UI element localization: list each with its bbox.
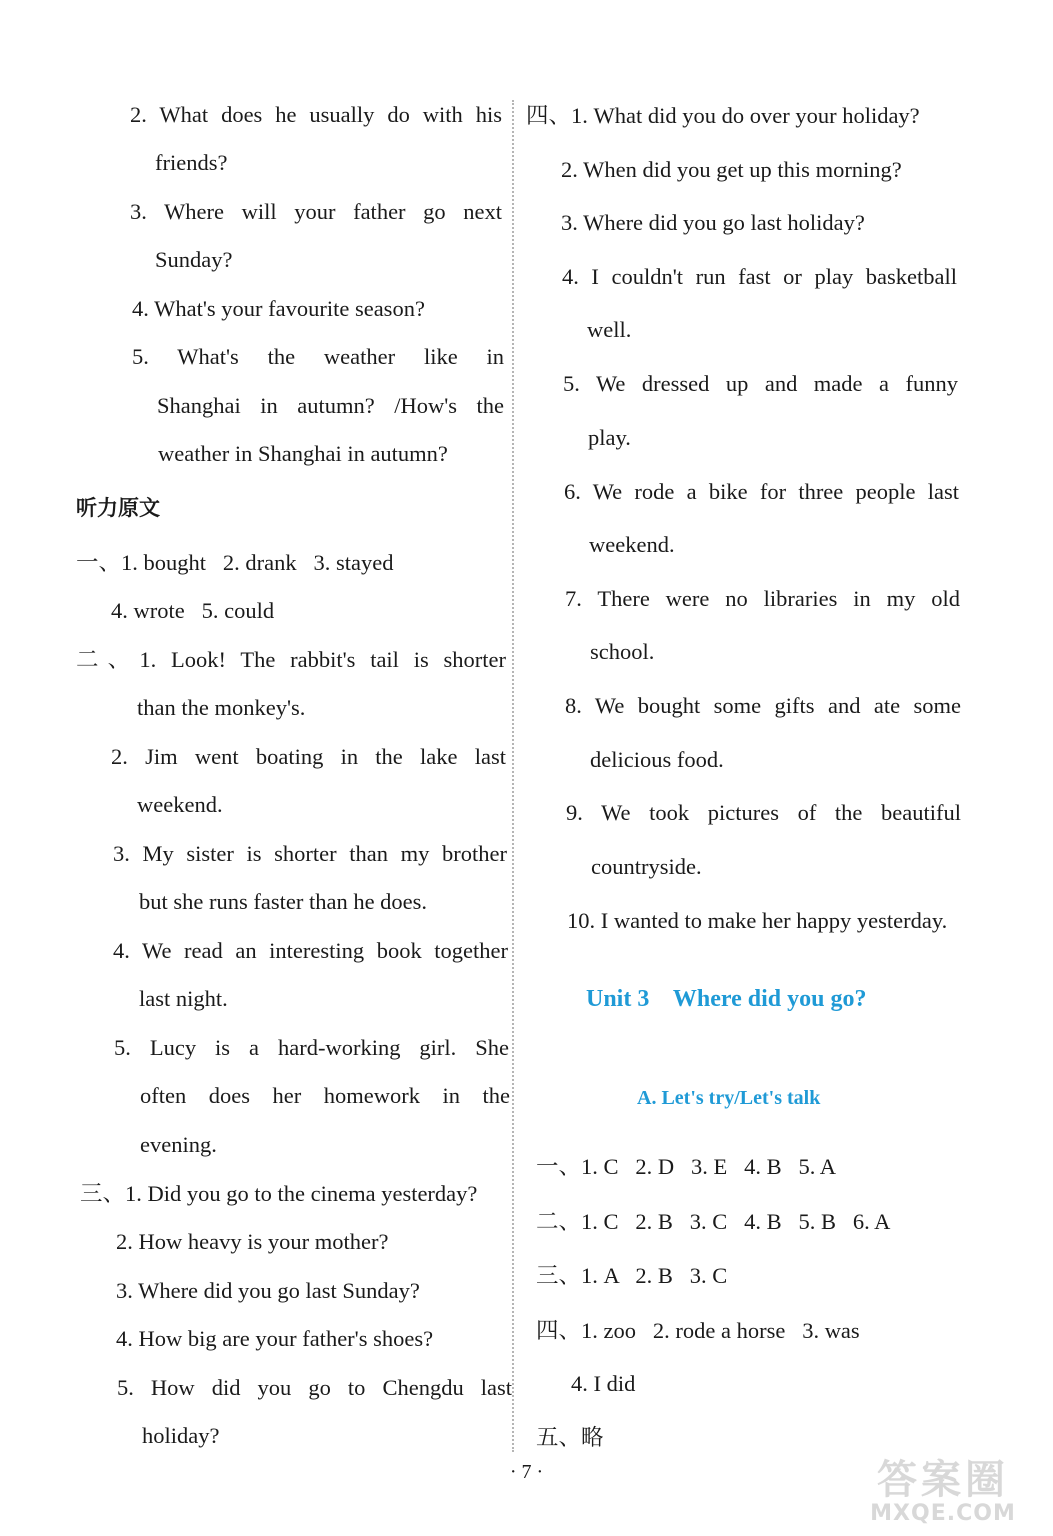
- left-q3-line2: Sunday?: [155, 247, 233, 272]
- watermark-logo: [853, 1458, 1033, 1530]
- watermark-top: 答案圈: [877, 1457, 1009, 1503]
- section-title: A. Let's try/Let's talk: [637, 1087, 821, 1109]
- watermark-bottom: MXQE.COM: [870, 1501, 1016, 1526]
- answer-4-line1: 四、1. zoo 2. rode a horse 3. was: [536, 1318, 860, 1343]
- s4-4-line2: well.: [587, 317, 632, 342]
- s3-5-line2: holiday?: [142, 1423, 220, 1448]
- s4-8-line2: delicious food.: [590, 747, 724, 772]
- s4-1: 四、1. What did you do over your holiday?: [526, 103, 920, 128]
- s3-4: 4. How big are your father's shoes?: [116, 1326, 434, 1351]
- answer-3: 三、1. A 2. B 3. C: [536, 1263, 728, 1288]
- left-q3-line1: 3. Where will your father go next: [130, 199, 502, 224]
- answer-5: 五、略: [536, 1425, 604, 1450]
- s2-3-line1: 3. My sister is shorter than my brother: [113, 841, 507, 866]
- page-number: · 7 ·: [509, 1461, 544, 1483]
- answer-4-line2: 4. I did: [571, 1371, 636, 1396]
- s4-9-line1: 9. We took pictures of the beautiful: [566, 800, 961, 825]
- s4-5-line2: play.: [588, 425, 631, 450]
- s3-3: 3. Where did you go last Sunday?: [116, 1278, 420, 1303]
- s4-6-line2: weekend.: [589, 532, 675, 557]
- s4-7-line2: school.: [590, 639, 655, 664]
- left-q5-line2: Shanghai in autumn? /How's the: [157, 393, 504, 418]
- s2-5-line1: 5. Lucy is a hard-working girl. She: [114, 1035, 509, 1060]
- answer-1: 一、1. C 2. D 3. E 4. B 5. A: [536, 1154, 837, 1179]
- s4-8-line1: 8. We bought some gifts and ate some: [565, 693, 961, 718]
- s2-4-line2: last night.: [139, 986, 228, 1011]
- s3-5-line1: 5. How did you go to Chengdu last: [117, 1375, 512, 1400]
- listening-heading: 听力原文: [76, 496, 160, 520]
- s3-2: 2. How heavy is your mother?: [116, 1229, 389, 1254]
- answer-2: 二、1. C 2. B 3. C 4. B 5. B 6. A: [536, 1209, 891, 1234]
- s4-6-line1: 6. We rode a bike for three people last: [564, 479, 959, 504]
- s4-2: 2. When did you get up this morning?: [561, 157, 902, 182]
- s2-1-line1: 二、1. Look! The rabbit's tail is shorter: [76, 647, 506, 672]
- s4-10: 10. I wanted to make her happy yesterday.: [567, 908, 948, 933]
- unit-title: Unit 3 Where did you go?: [586, 986, 867, 1012]
- s2-4-line1: 4. We read an interesting book together: [113, 938, 508, 963]
- s2-3-line2: but she runs faster than he does.: [139, 889, 428, 914]
- s3-1: 三、1. Did you go to the cinema yesterday?: [80, 1181, 478, 1206]
- left-q2-line1: 2. What does he usually do with his: [130, 102, 502, 127]
- column-divider: [512, 100, 514, 1452]
- s2-1-line2: than the monkey's.: [137, 695, 306, 720]
- s4-3: 3. Where did you go last holiday?: [561, 210, 865, 235]
- left-q2-line2: friends?: [155, 150, 228, 175]
- s2-5-line3: evening.: [140, 1132, 217, 1157]
- s2-5-line2: often does her homework in the: [140, 1083, 510, 1108]
- s4-9-line2: countryside.: [591, 854, 702, 879]
- s1-line1: 一、1. bought 2. drank 3. stayed: [76, 550, 394, 575]
- s4-4-line1: 4. I couldn't run fast or play basketball: [562, 264, 957, 289]
- s1-line2: 4. wrote 5. could: [111, 598, 275, 623]
- s2-2-line2: weekend.: [137, 792, 223, 817]
- s4-7-line1: 7. There were no libraries in my old: [565, 586, 960, 611]
- left-q5-line3: weather in Shanghai in autumn?: [158, 441, 448, 466]
- s2-2-line1: 2. Jim went boating in the lake last: [111, 744, 506, 769]
- left-q4: 4. What's your favourite season?: [132, 296, 425, 321]
- s4-5-line1: 5. We dressed up and made a funny: [563, 371, 958, 396]
- left-q5-line1: 5. What's the weather like in: [132, 344, 504, 369]
